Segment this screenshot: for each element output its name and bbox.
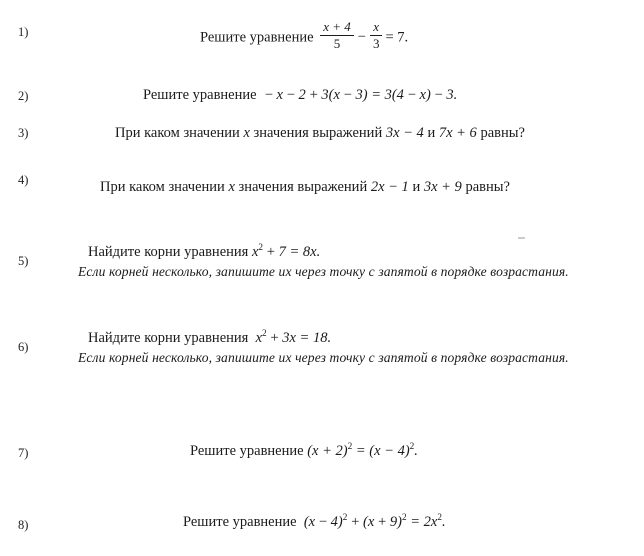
problem-4-prompt-before: При каком значении <box>100 179 225 195</box>
problem-4-line <box>100 178 510 197</box>
problem-3-body <box>115 124 525 143</box>
problem-number-6: 6) <box>18 340 29 354</box>
problem-5-note: Если корней несколько, запишите их через точку с запятой в порядке возрастания. <box>78 264 569 279</box>
problem-2-body <box>143 86 457 105</box>
problem-6-equation: $x^2 + 3x = 18$. <box>255 329 332 346</box>
equals-seven: = 7. <box>385 29 409 46</box>
problem-3-expression-2: 7x + 6 <box>438 125 477 141</box>
problem-number-1: 1) <box>18 25 29 39</box>
minus-operator-1: − <box>357 29 366 46</box>
problem-number-8: 8) <box>18 518 29 532</box>
problem-8-body <box>183 513 446 532</box>
problem-4-conjunction: и <box>412 179 421 195</box>
problem-4-prompt-middle: значения выражений <box>238 179 368 195</box>
problem-8-prompt: Решите уравнение <box>183 514 297 530</box>
problem-4-body <box>100 178 510 197</box>
problem-number-5: 5) <box>18 254 29 268</box>
problem-4-prompt-after: равны? <box>465 179 510 195</box>
problem-6-note: Если корней несколько, запишите их через точку с запятой в порядке возрастания. <box>78 350 569 365</box>
problem-4-expression-2: 3x + 9 <box>423 179 462 195</box>
fraction-x-plus-4-over-5 <box>320 20 354 51</box>
fraction-numerator-2: x <box>373 19 380 34</box>
problem-number-4: 4) <box>18 173 29 187</box>
problem-1-body <box>200 20 408 51</box>
fraction-numerator-1: x + 4 <box>323 19 351 34</box>
problem-6-body <box>78 329 569 367</box>
fraction-denominator-2: 3 <box>372 35 380 51</box>
problem-number-7: 7) <box>18 446 29 460</box>
problem-3-variable: x <box>243 125 250 141</box>
problem-5-prompt: Найдите корни уравнения <box>88 244 249 260</box>
problem-2-line <box>143 86 457 105</box>
problem-8-line <box>183 513 446 532</box>
problem-7-prompt: Решите уравнение <box>190 443 304 459</box>
problem-3-expression-1: 3x − 4 <box>385 125 424 141</box>
problem-1-line <box>200 20 408 51</box>
problem-8-equation: $(x - 4)^2 + (x + 9)^2 = 2x^2$. <box>303 513 446 530</box>
problem-7-line <box>190 442 418 461</box>
problem-3-line <box>115 124 525 143</box>
problem-3-prompt-before: При каком значении <box>115 125 240 141</box>
problem-5-body <box>78 243 569 281</box>
problem-4-expression-1: 2x − 1 <box>370 179 409 195</box>
problem-2-equation: − x − 2 + 3(x − 3) = 3(4 − x) − 3. <box>263 87 458 103</box>
problem-7-equation: $(x + 2)^2 = (x - 4)^2$. <box>307 442 418 459</box>
fraction-denominator-1: 5 <box>333 35 341 51</box>
problem-6-prompt: Найдите корни уравнения <box>88 330 249 346</box>
problem-7-body <box>190 442 418 461</box>
problem-2-prompt: Решите уравнение <box>143 87 257 103</box>
problem-number-3: 3) <box>18 126 29 140</box>
problem-3-prompt-after: равны? <box>480 125 525 141</box>
problem-6-line <box>78 329 569 348</box>
problem-3-conjunction: и <box>427 125 436 141</box>
problem-5-equation: $x^2 + 7 = 8x$. <box>251 243 321 260</box>
problem-3-prompt-middle: значения выражений <box>253 125 383 141</box>
fraction-x-over-3 <box>370 20 383 51</box>
problem-5-line <box>78 243 569 262</box>
scan-artifact-dash <box>518 237 525 239</box>
problem-1-prompt: Решите уравнение <box>200 29 314 46</box>
problem-4-variable: x <box>228 179 235 195</box>
problem-number-2: 2) <box>18 89 29 103</box>
